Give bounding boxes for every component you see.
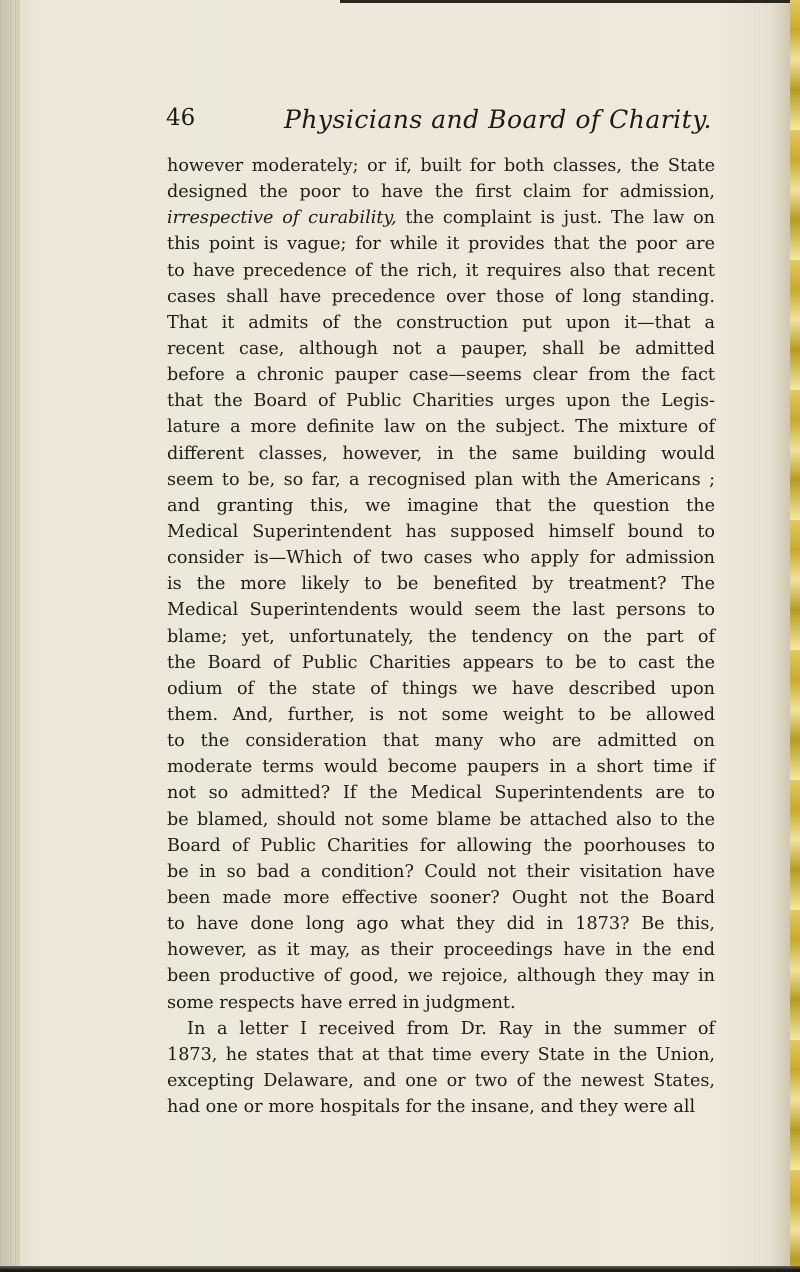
text-line: however moderately; or if, built for both classes, the State — [167, 156, 715, 176]
text-line: to have done long ago what they did in 1873? Be this, — [167, 914, 715, 935]
text-line: lature a more definite law on the subject. The mixture of — [167, 417, 715, 438]
text-line: this point is vague; for while it provides that the poor are — [167, 234, 715, 255]
text-line: to have precedence of the rich, it requires also that recent — [167, 260, 715, 281]
text-line: excepting Delaware, and one or two of the newest States, — [167, 1070, 715, 1091]
text-line: had one or more hospitals for the insane, and they were all — [167, 1097, 696, 1118]
text-line: is the more likely to be benefited by treatment? The — [167, 574, 715, 595]
text-line: been productive of good, we rejoice, although they may in — [167, 966, 715, 987]
paragraph-start-line: In a letter I received from Dr. Ray in the summer of — [187, 1018, 715, 1039]
text-line: consider is—Which of two cases who apply for admission — [167, 548, 715, 569]
text-line — [167, 205, 715, 231]
text-line: been made more effective sooner? Ought not the Board — [167, 887, 715, 908]
text-line-rest: the complaint is just. The law on — [396, 208, 715, 229]
text-line: odium of the state of things we have described upon — [167, 678, 715, 699]
text-line: Medical Superintendent has supposed himself bound to — [167, 521, 715, 542]
text-line: however, as it may, as their proceedings have in the end — [167, 940, 715, 961]
text-line: them. And, further, is not some weight to be allowed — [167, 704, 715, 725]
top-edge-shadow — [340, 0, 800, 3]
text-line: cases shall have precedence over those of long standing. — [167, 286, 715, 307]
text-line: and granting this, we imagine that the question the — [167, 495, 715, 516]
text-line: that the Board of Public Charities urges upon the Legis- — [167, 391, 715, 412]
text-line: recent case, although not a pauper, shall be admitted — [167, 338, 715, 359]
text-line: not so admitted? If the Medical Superintendents are to — [167, 783, 715, 804]
italic-phrase: irrespective of curability, — [167, 208, 397, 229]
text-line: Board of Public Charities for allowing the poorhouses to — [167, 835, 715, 856]
paragraph-end-line: some respects have erred in judgment. — [167, 992, 516, 1013]
text-line: different classes, however, in the same building would — [167, 443, 715, 464]
bottom-edge-shadow — [0, 1266, 800, 1272]
running-title: Physicians and Board of Charity. — [284, 105, 712, 134]
text-line: be in so bad a condition? Could not their visitation have — [167, 861, 715, 882]
text-line: moderate terms would become paupers in a short time if — [167, 757, 715, 778]
text-line: to the consideration that many who are admitted on — [167, 731, 715, 752]
gilt-page-edge — [790, 0, 800, 1272]
page-edges — [0, 0, 20, 1272]
page-number: 46 — [166, 105, 196, 131]
text-line: before a chronic pauper case—seems clear from the fact — [167, 365, 715, 386]
text-line: seem to be, so far, a recognised plan with the Americans ; — [167, 469, 715, 490]
body-text — [167, 153, 715, 1120]
text-line: Medical Superintendents would seem the last persons to — [167, 600, 715, 621]
text-line: That it admits of the construction put upon it—that a — [167, 312, 715, 333]
page-header — [166, 105, 726, 145]
text-line: be blamed, should not some blame be attached also to the — [167, 809, 715, 830]
text-line: 1873, he states that at that time every State in the Union, — [167, 1044, 715, 1065]
text-line: the Board of Public Charities appears to be to cast the — [167, 652, 715, 673]
text-line: designed the poor to have the first claim for admission, — [167, 182, 715, 203]
text-line: blame; yet, unfortunately, the tendency on the part of — [167, 626, 715, 647]
